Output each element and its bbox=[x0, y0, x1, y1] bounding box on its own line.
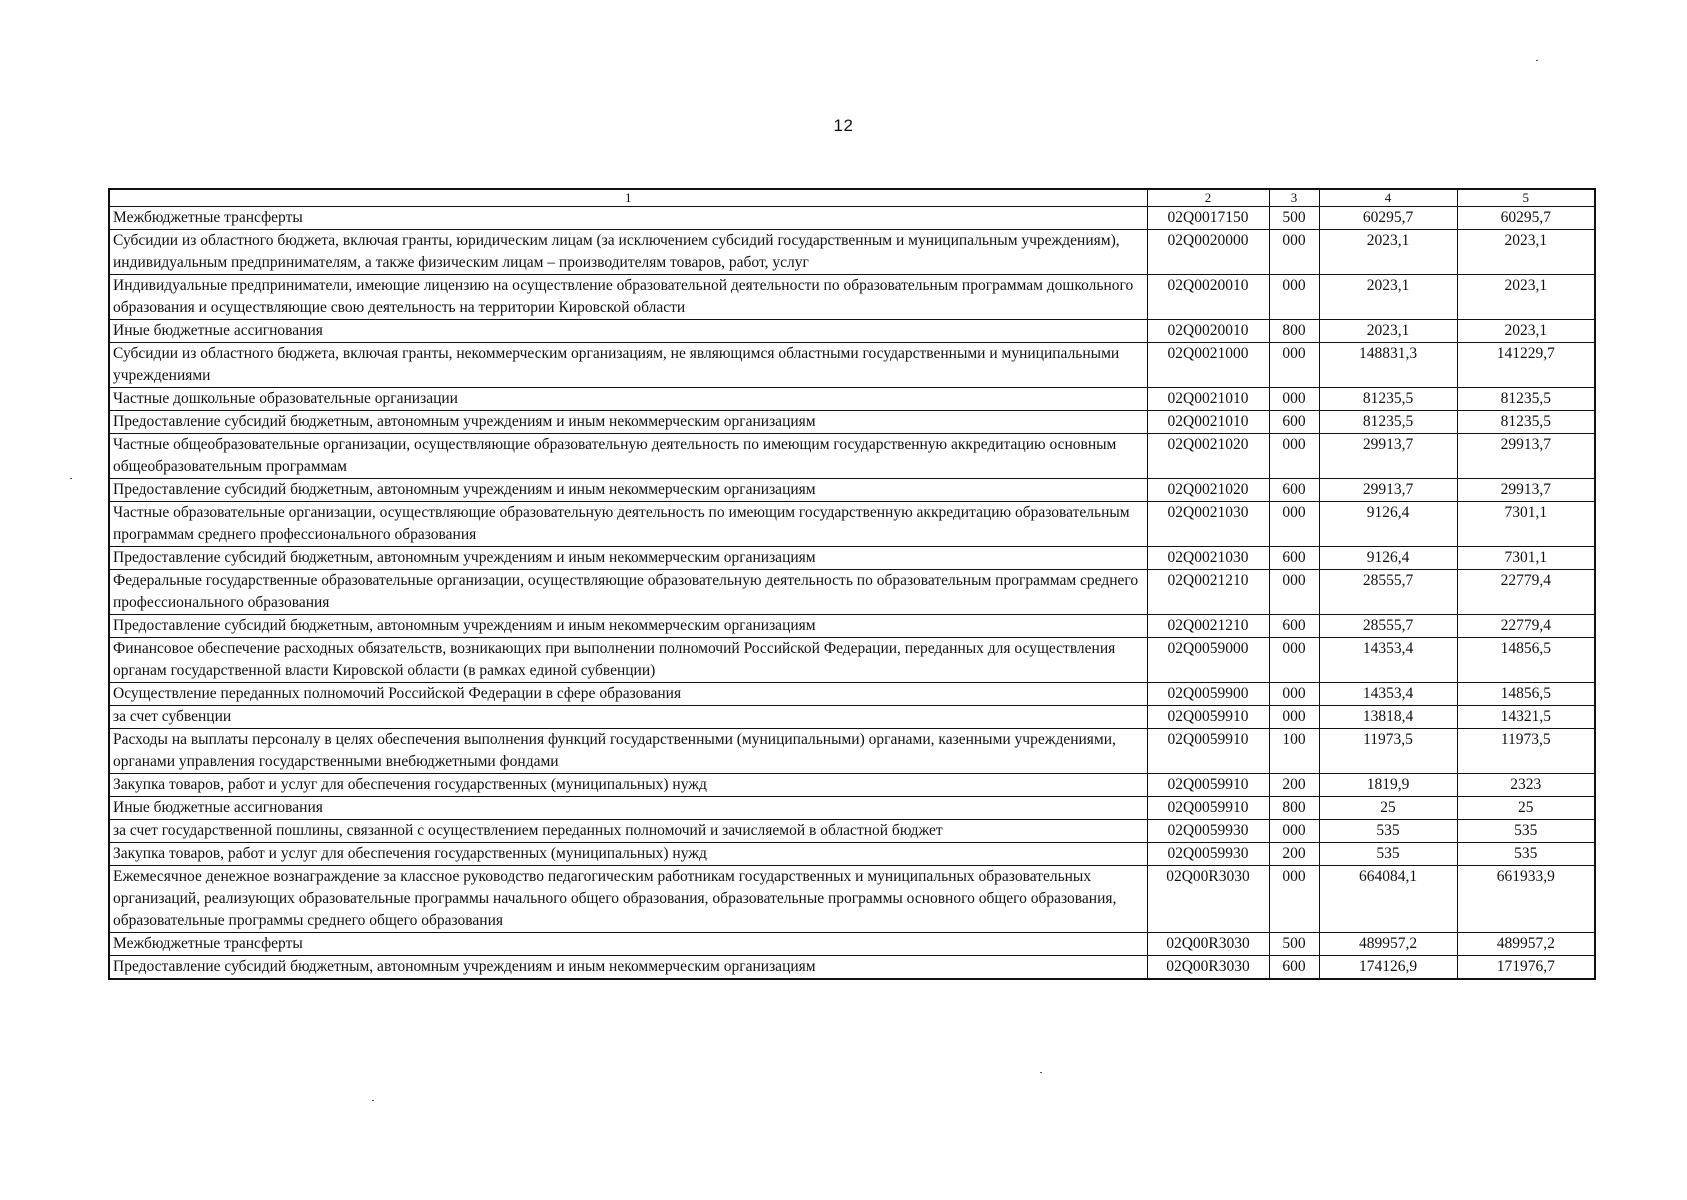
table-row bbox=[109, 729, 1595, 774]
table-header-row bbox=[109, 189, 1595, 207]
row-name: Частные дошкольные образовательные организации bbox=[109, 388, 1147, 411]
table-row bbox=[109, 275, 1595, 320]
row-expense-type: 000 bbox=[1269, 638, 1319, 683]
row-value-col5: 171976,7 bbox=[1457, 956, 1595, 980]
row-value-col5: 2023,1 bbox=[1457, 320, 1595, 343]
row-code: 02Q0020010 bbox=[1147, 275, 1269, 320]
row-name: Предоставление субсидий бюджетным, автономным учреждениям и иным некоммерческим организациям bbox=[109, 615, 1147, 638]
row-name: Предоставление субсидий бюджетным, автономным учреждениям и иным некоммерческим организациям bbox=[109, 547, 1147, 570]
row-value-col4: 60295,7 bbox=[1319, 207, 1457, 230]
row-name: Субсидии из областного бюджета, включая гранты, некоммерческим организациям, не являющимся областными государственными и муниципальными учреждениями bbox=[109, 343, 1147, 388]
table-row bbox=[109, 343, 1595, 388]
row-code: 02Q0021210 bbox=[1147, 570, 1269, 615]
row-value-col5: 141229,7 bbox=[1457, 343, 1595, 388]
row-code: 02Q0059900 bbox=[1147, 683, 1269, 706]
table-row bbox=[109, 615, 1595, 638]
row-code: 02Q0020010 bbox=[1147, 320, 1269, 343]
row-value-col4: 28555,7 bbox=[1319, 570, 1457, 615]
row-value-col5: 2023,1 bbox=[1457, 230, 1595, 275]
scan-speck bbox=[372, 1100, 374, 1101]
row-value-col5: 14856,5 bbox=[1457, 638, 1595, 683]
row-expense-type: 000 bbox=[1269, 570, 1319, 615]
row-name: Предоставление субсидий бюджетным, автономным учреждениям и иным некоммерческим организациям bbox=[109, 479, 1147, 502]
table-row bbox=[109, 434, 1595, 479]
row-value-col5: 7301,1 bbox=[1457, 502, 1595, 547]
row-value-col4: 28555,7 bbox=[1319, 615, 1457, 638]
row-name: Предоставление субсидий бюджетным, автономным учреждениям и иным некоммерческим организациям bbox=[109, 411, 1147, 434]
scan-speck bbox=[1536, 60, 1538, 61]
row-value-col5: 29913,7 bbox=[1457, 434, 1595, 479]
row-code: 02Q0021020 bbox=[1147, 479, 1269, 502]
row-expense-type: 500 bbox=[1269, 933, 1319, 956]
row-value-col5: 25 bbox=[1457, 797, 1595, 820]
table-row bbox=[109, 207, 1595, 230]
row-expense-type: 000 bbox=[1269, 502, 1319, 547]
row-code: 02Q00R3030 bbox=[1147, 866, 1269, 933]
table-row bbox=[109, 570, 1595, 615]
row-value-col4: 174126,9 bbox=[1319, 956, 1457, 980]
row-expense-type: 000 bbox=[1269, 275, 1319, 320]
row-code: 02Q0059910 bbox=[1147, 797, 1269, 820]
row-value-col5: 7301,1 bbox=[1457, 547, 1595, 570]
row-value-col4: 2023,1 bbox=[1319, 230, 1457, 275]
row-expense-type: 600 bbox=[1269, 615, 1319, 638]
row-expense-type: 000 bbox=[1269, 388, 1319, 411]
row-code: 02Q00R3030 bbox=[1147, 956, 1269, 980]
table-row bbox=[109, 843, 1595, 866]
row-value-col4: 81235,5 bbox=[1319, 388, 1457, 411]
row-expense-type: 000 bbox=[1269, 230, 1319, 275]
row-value-col5: 2023,1 bbox=[1457, 275, 1595, 320]
row-expense-type: 500 bbox=[1269, 207, 1319, 230]
row-value-col4: 489957,2 bbox=[1319, 933, 1457, 956]
row-name: Закупка товаров, работ и услуг для обеспечения государственных (муниципальных) нужд bbox=[109, 843, 1147, 866]
row-code: 02Q0021030 bbox=[1147, 547, 1269, 570]
row-code: 02Q0021010 bbox=[1147, 388, 1269, 411]
header-col-3: 3 bbox=[1269, 189, 1319, 207]
table-row bbox=[109, 638, 1595, 683]
row-value-col5: 535 bbox=[1457, 843, 1595, 866]
row-code: 02Q0020000 bbox=[1147, 230, 1269, 275]
row-name: Межбюджетные трансферты bbox=[109, 207, 1147, 230]
row-value-col5: 29913,7 bbox=[1457, 479, 1595, 502]
row-code: 02Q0021020 bbox=[1147, 434, 1269, 479]
row-expense-type: 600 bbox=[1269, 547, 1319, 570]
table-row bbox=[109, 956, 1595, 980]
page-number: 12 bbox=[833, 116, 854, 135]
row-code: 02Q0059910 bbox=[1147, 706, 1269, 729]
row-code: 02Q00R3030 bbox=[1147, 933, 1269, 956]
row-value-col5: 81235,5 bbox=[1457, 411, 1595, 434]
row-name: Межбюджетные трансферты bbox=[109, 933, 1147, 956]
table-body bbox=[109, 207, 1595, 980]
row-code: 02Q0059910 bbox=[1147, 774, 1269, 797]
row-code: 02Q0017150 bbox=[1147, 207, 1269, 230]
table-row bbox=[109, 411, 1595, 434]
scan-speck bbox=[70, 478, 72, 479]
scan-speck bbox=[1040, 1072, 1042, 1073]
table-row bbox=[109, 502, 1595, 547]
row-value-col5: 489957,2 bbox=[1457, 933, 1595, 956]
table-row bbox=[109, 797, 1595, 820]
row-value-col5: 60295,7 bbox=[1457, 207, 1595, 230]
row-value-col5: 14321,5 bbox=[1457, 706, 1595, 729]
row-expense-type: 000 bbox=[1269, 820, 1319, 843]
row-code: 02Q0059910 bbox=[1147, 729, 1269, 774]
row-name: Индивидуальные предприниматели, имеющие лицензию на осуществление образовательной деятельности по образовательным программам дошкольного образования и осуществляющие свою деятельность на территории Кировской области bbox=[109, 275, 1147, 320]
row-code: 02Q0021030 bbox=[1147, 502, 1269, 547]
row-expense-type: 800 bbox=[1269, 320, 1319, 343]
table-row bbox=[109, 547, 1595, 570]
row-value-col5: 2323 bbox=[1457, 774, 1595, 797]
row-value-col4: 11973,5 bbox=[1319, 729, 1457, 774]
row-expense-type: 000 bbox=[1269, 706, 1319, 729]
row-value-col4: 25 bbox=[1319, 797, 1457, 820]
row-value-col4: 81235,5 bbox=[1319, 411, 1457, 434]
row-value-col4: 2023,1 bbox=[1319, 275, 1457, 320]
row-expense-type: 000 bbox=[1269, 343, 1319, 388]
row-value-col4: 1819,9 bbox=[1319, 774, 1457, 797]
row-value-col4: 535 bbox=[1319, 843, 1457, 866]
row-name: Иные бюджетные ассигнования bbox=[109, 320, 1147, 343]
row-value-col5: 81235,5 bbox=[1457, 388, 1595, 411]
row-value-col5: 11973,5 bbox=[1457, 729, 1595, 774]
row-value-col4: 9126,4 bbox=[1319, 502, 1457, 547]
row-name: Федеральные государственные образовательные организации, осуществляющие образовательную деятельность по образовательным программам среднего профессионального образования bbox=[109, 570, 1147, 615]
row-name: Закупка товаров, работ и услуг для обеспечения государственных (муниципальных) нужд bbox=[109, 774, 1147, 797]
row-name: Частные образовательные организации, осуществляющие образовательную деятельность по имеющим государственную аккредитацию образовательным программам среднего профессионального образования bbox=[109, 502, 1147, 547]
row-code: 02Q0059000 bbox=[1147, 638, 1269, 683]
table-row bbox=[109, 933, 1595, 956]
row-value-col5: 22779,4 bbox=[1457, 570, 1595, 615]
row-expense-type: 000 bbox=[1269, 434, 1319, 479]
row-name: Расходы на выплаты персоналу в целях обеспечения выполнения функций государственными (муниципальными) органами, казенными учреждениями, органами управления государственными внебюджетными фондами bbox=[109, 729, 1147, 774]
row-value-col4: 664084,1 bbox=[1319, 866, 1457, 933]
header-col-1: 1 bbox=[109, 189, 1147, 207]
row-value-col4: 535 bbox=[1319, 820, 1457, 843]
table-row bbox=[109, 320, 1595, 343]
row-value-col5: 22779,4 bbox=[1457, 615, 1595, 638]
row-name: за счет государственной пошлины, связанной с осуществлением переданных полномочий и зачисляемой в областной бюджет bbox=[109, 820, 1147, 843]
row-value-col4: 2023,1 bbox=[1319, 320, 1457, 343]
row-name: Финансовое обеспечение расходных обязательств, возникающих при выполнении полномочий Российской Федерации, переданных для осуществления органам государственной власти Кировской области (в рамках единой субвенции) bbox=[109, 638, 1147, 683]
table-row bbox=[109, 820, 1595, 843]
row-name: Иные бюджетные ассигнования bbox=[109, 797, 1147, 820]
row-name: Субсидии из областного бюджета, включая гранты, юридическим лицам (за исключением субсидий государственным и муниципальным учреждениям), индивидуальным предпринимателям, а также физическим лицам – производителям товаров, работ, услуг bbox=[109, 230, 1147, 275]
row-name: Ежемесячное денежное вознаграждение за классное руководство педагогическим работникам государственных и муниципальных образовательных организаций, реализующих образовательные программы начального общего образования, образовательные программы основного общего образования, образовательные программы среднего общего образования bbox=[109, 866, 1147, 933]
row-code: 02Q0059930 bbox=[1147, 820, 1269, 843]
row-code: 02Q0021010 bbox=[1147, 411, 1269, 434]
row-expense-type: 100 bbox=[1269, 729, 1319, 774]
header-col-5: 5 bbox=[1457, 189, 1595, 207]
row-value-col4: 9126,4 bbox=[1319, 547, 1457, 570]
header-col-2: 2 bbox=[1147, 189, 1269, 207]
budget-table bbox=[108, 188, 1596, 980]
row-value-col4: 14353,4 bbox=[1319, 683, 1457, 706]
row-expense-type: 600 bbox=[1269, 411, 1319, 434]
table-row bbox=[109, 683, 1595, 706]
row-name: Предоставление субсидий бюджетным, автономным учреждениям и иным некоммерческим организациям bbox=[109, 956, 1147, 980]
table-row bbox=[109, 388, 1595, 411]
table-row bbox=[109, 706, 1595, 729]
row-expense-type: 000 bbox=[1269, 683, 1319, 706]
row-value-col4: 29913,7 bbox=[1319, 479, 1457, 502]
row-expense-type: 800 bbox=[1269, 797, 1319, 820]
row-expense-type: 000 bbox=[1269, 866, 1319, 933]
row-value-col4: 29913,7 bbox=[1319, 434, 1457, 479]
row-code: 02Q0021000 bbox=[1147, 343, 1269, 388]
row-code: 02Q0059930 bbox=[1147, 843, 1269, 866]
row-name: за счет субвенции bbox=[109, 706, 1147, 729]
row-value-col4: 13818,4 bbox=[1319, 706, 1457, 729]
table-row bbox=[109, 479, 1595, 502]
row-value-col4: 148831,3 bbox=[1319, 343, 1457, 388]
row-code: 02Q0021210 bbox=[1147, 615, 1269, 638]
table-row bbox=[109, 866, 1595, 933]
row-name: Осуществление переданных полномочий Российской Федерации в сфере образования bbox=[109, 683, 1147, 706]
row-value-col5: 535 bbox=[1457, 820, 1595, 843]
row-expense-type: 600 bbox=[1269, 479, 1319, 502]
table-row bbox=[109, 774, 1595, 797]
row-expense-type: 200 bbox=[1269, 774, 1319, 797]
header-col-4: 4 bbox=[1319, 189, 1457, 207]
row-value-col5: 14856,5 bbox=[1457, 683, 1595, 706]
row-name: Частные общеобразовательные организации, осуществляющие образовательную деятельность по имеющим государственную аккредитацию основным общеобразовательным программам bbox=[109, 434, 1147, 479]
row-value-col5: 661933,9 bbox=[1457, 866, 1595, 933]
row-value-col4: 14353,4 bbox=[1319, 638, 1457, 683]
row-expense-type: 200 bbox=[1269, 843, 1319, 866]
row-expense-type: 600 bbox=[1269, 956, 1319, 980]
table-row bbox=[109, 230, 1595, 275]
